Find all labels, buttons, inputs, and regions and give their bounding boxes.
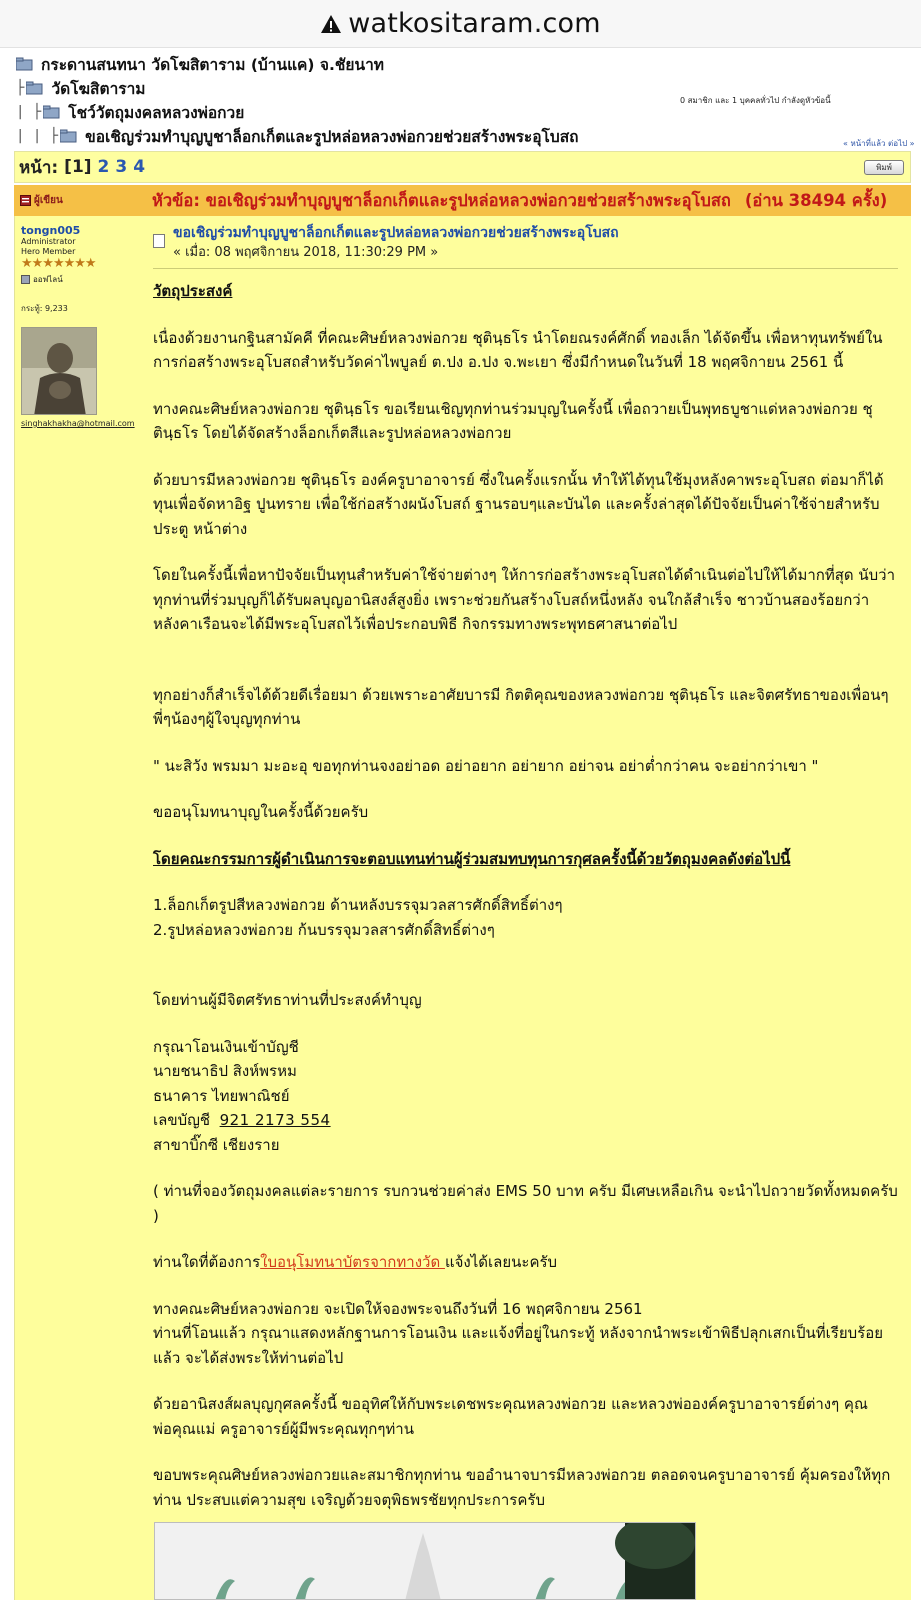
breadcrumb-item-board[interactable] bbox=[16, 52, 384, 76]
print-button-label: พิมพ์ bbox=[876, 163, 892, 172]
post-paragraph: ขออนุโมทนาบุญในครั้งนี้ด้วยครับ bbox=[153, 803, 369, 821]
poster-email[interactable]: singhakhakha@hotmail.com bbox=[21, 419, 135, 428]
page-link-3[interactable]: 3 bbox=[115, 157, 128, 177]
poster-rank: Hero Member bbox=[21, 247, 76, 256]
reward-item: 1.ล็อกเก็ตรูปสีหลวงพ่อกวย ด้านหลังบรรจุมวลสารศักดิ์สิทธิ์ต่างๆ bbox=[153, 896, 563, 914]
breadcrumb-label-amulets[interactable]: โชว์วัตถุมงคลหลวงพ่อกวย bbox=[68, 103, 245, 122]
bank-line: นายชนาธิป สิงห์พรหม bbox=[153, 1062, 297, 1080]
post-subject[interactable]: ขอเชิญร่วมทำบุญบูชาล็อกเก็ตและรูปหล่อหลวงพ่อกวยช่วยสร้างพระอุโบสถ bbox=[173, 225, 619, 241]
breadcrumb-item-wat[interactable] bbox=[16, 76, 146, 100]
post-paragraph: โดยท่านผู้มีจิตศรัทธาท่านที่ประสงค์ทำบุญ bbox=[153, 991, 422, 1009]
rank-stars: ★★★★★★★ bbox=[21, 256, 96, 271]
folder-icon bbox=[60, 129, 78, 143]
avatar bbox=[21, 327, 97, 415]
post-date: « เมื่อ: 08 พฤศจิกายน 2018, 11:30:29 PM » bbox=[173, 245, 439, 260]
author-icon bbox=[20, 195, 31, 206]
status-icon bbox=[21, 275, 30, 284]
page-current: [1] bbox=[64, 157, 92, 177]
post-content bbox=[153, 224, 898, 1512]
folder-icon bbox=[26, 81, 44, 95]
post-paragraph: ด้วยบารมีหลวงพ่อกวย ชุตินฺธโร องค์ครูบาอาจารย์ ซึ่งในครั้งแรกนั้น ทำให้ได้ทุนใช้มุงหลังคาพระอุโบสถ ต่อมาก็ได้ทุนเพื่อจัดหาอิฐ ปูนทราย เพื่อใช้ก่อสร้างผนังโบสถ์ ฐานรอบๆและบันได และครั้งล่าสุดได้ปัจจัยเป็นค่าใช้จ่ายสำหรับประตู หน้าต่าง bbox=[153, 470, 884, 538]
post-paragraph: ทางคณะศิษย์หลวงพ่อกวย ชุตินฺธโร ขอเรียนเชิญทุกท่านร่วมบุญในครั้งนี้ เพื่อถวายเป็นพุทธบูชาแด่หลวงพ่อกวย ชุตินฺธโร โดยได้จัดสร้างล็อกเก็ตสีและรูปหล่อหลวงพ่อกวย bbox=[153, 399, 873, 442]
pagination-bar bbox=[14, 151, 911, 183]
pagination-label: หน้า: bbox=[19, 157, 59, 178]
breadcrumb-item-amulets[interactable] bbox=[16, 100, 244, 124]
poster-role: Administrator bbox=[21, 237, 76, 246]
poster-info bbox=[21, 224, 151, 428]
bank-line: ธนาคาร ไทยพาณิชย์ bbox=[153, 1086, 290, 1105]
post-paragraph: ทุกอย่างก็สำเร็จได้ด้วยดีเรื่อยมา ด้วยเพราะอาศัยบารมี กิตติคุณของหลวงพ่อกวย ชุตินฺธโร และจิตศรัทธาของเพื่อนๆ พี่ๆน้องๆผู้ใจบุญทุกท่าน bbox=[153, 685, 889, 728]
post-paragraph: เนื่องด้วยงานกฐินสามัคคี ที่คณะศิษย์หลวงพ่อกวย ชุตินฺธโร นำโดยณรงค์ศักดิ์ ทองเล็ก ได้จัดขึ้น เพื่อหาทุนทรัพย์ในการก่อสร้างพระอุโบสถสำหรับวัดค่าไพบูลย์ ต.ปง อ.ปง จ.พะเยา ซึ่งมีกำหนดในวันที่ 18 พฤศจิกายน 2561 นี้ bbox=[153, 328, 883, 371]
post-body bbox=[153, 279, 898, 1512]
breadcrumb-item-topic[interactable] bbox=[16, 124, 579, 148]
page-link-2[interactable]: 2 bbox=[97, 157, 110, 177]
post-paragraph: " นะสิวัง พรมมา มะอะอุ ขอทุกท่านจงอย่าอด อย่าอยาก อย่ายาก อย่าจน อย่าต่ำกว่าคน จะอย่ากว่าเขา " bbox=[153, 756, 819, 775]
poster-post-count: กระทู้: 9,233 bbox=[21, 304, 68, 313]
bank-line: กรุณาโอนเงินเข้าบัญชี bbox=[153, 1037, 299, 1056]
post-divider bbox=[153, 268, 898, 269]
folder-icon bbox=[43, 105, 61, 119]
post-paragraph: ท่านที่โอนแล้ว กรุณาแสดงหลักฐานการโอนเงิน และแจ้งที่อยู่ในกระทู้ หลังจากนำพระเข้าพิธีปลุกเสกเป็นที่เรียบร้อยแล้ว จะได้ส่งพระให้ท่านต่อไป bbox=[153, 1324, 883, 1367]
tree-branch: | | ├ bbox=[16, 128, 59, 144]
breadcrumb-label-topic[interactable]: ขอเชิญร่วมทำบุญบูชาล็อกเก็ตและรูปหล่อหลวงพ่อกวยช่วยสร้างพระอุโบสถ bbox=[85, 127, 579, 146]
bank-account-label: เลขบัญชี bbox=[153, 1111, 220, 1129]
document-icon bbox=[153, 234, 165, 248]
topic-read-count: (อ่าน 38494 ครั้ง) bbox=[744, 190, 888, 210]
tree-branch: ├ bbox=[16, 80, 25, 96]
online-viewers: 0 สมาชิก และ 1 บุคคลทั่วไป กำลังดูหัวข้อนี้ bbox=[680, 96, 831, 105]
post-paragraph: ด้วยอานิสงส์ผลบุญกุศลครั้งนี้ ขออุทิศให้กับพระเดชพระคุณหลวงพ่อกวย และหลวงพ่อองค์ครูบาอาจารย์ต่างๆ คุณพ่อคุณแม่ ครูอาจารย์ผู้มีพระคุณทุกๆท่าน bbox=[153, 1395, 868, 1438]
author-column-label: ผู้เขียน bbox=[34, 195, 63, 206]
certificate-post: แจ้งได้เลยนะครับ bbox=[444, 1253, 558, 1271]
prev-next-link[interactable]: « หน้าที่แล้ว ต่อไป » bbox=[843, 139, 915, 148]
author-column-header bbox=[20, 185, 63, 216]
poster-username[interactable]: tongn005 bbox=[21, 224, 81, 237]
topic-title bbox=[152, 185, 887, 216]
certificate-pre: ท่านใดที่ต้องการ bbox=[153, 1253, 261, 1271]
post-reward-heading: โดยคณะกรรมการผู้ดำเนินการจะตอบแทนท่านผู้ร่วมสมทบทุนการกุศลครั้งนี้ด้วยวัตถุมงคลดังต่อไปนี้ bbox=[153, 849, 791, 868]
breadcrumb-label-wat[interactable]: วัดโฆสิตาราม bbox=[51, 79, 146, 98]
post-paragraph: โดยในครั้งนี้เพื่อหาปัจจัยเป็นทุนสำหรับค่าใช้จ่ายต่างๆ ให้การก่อสร้างพระอุโบสถได้ดำเนินต่อไปให้ได้มากที่สุด นับว่าทุกท่านที่ร่วมบุญก็ได้รับผลบุญอานิสงส์สูงยิ่ง เพราะช่วยกันสร้างโบสถ์หนึ่งหลัง จนใกล้สำเร็จ ชาวบ้านสองร้อยกว่าหลังคาเรือนจะได้มีพระอุโบสถไว้เพื่อประกอบพิธี กิจกรรมทางพระพุทธศาสนาต่อไป bbox=[153, 566, 896, 633]
reward-item: 2.รูปหล่อหลวงพ่อกวย ก้นบรรจุมวลสารศักดิ์สิทธิ์ต่างๆ bbox=[153, 920, 495, 939]
bank-account-line bbox=[153, 1108, 898, 1133]
breadcrumb-label-board[interactable]: กระดานสนทนา วัดโฆสิตาราม (บ้านแค) จ.ชัยนาท bbox=[41, 55, 384, 74]
page-link-4[interactable]: 4 bbox=[133, 157, 146, 177]
post-image bbox=[154, 1522, 696, 1600]
bank-account-number: 921 2173 554 bbox=[219, 1111, 331, 1129]
post-paragraph: ทางคณะศิษย์หลวงพ่อกวย จะเปิดให้จองพระจนถึงวันที่ 16 พฤศจิกายน 2561 bbox=[153, 1299, 643, 1318]
post-paragraph: ( ท่านที่จองวัตถุมงคลแต่ละรายการ รบกวนช่วยค่าส่ง EMS 50 บาท ครับ มีเศษเหลือเกิน จะนำไปถวายวัดทั้งหมดครับ ) bbox=[153, 1182, 898, 1225]
poster-online-status bbox=[21, 273, 151, 286]
post-container bbox=[14, 216, 911, 1600]
browser-domain: watkositaram.com bbox=[348, 8, 601, 39]
certificate-link[interactable]: ใบอนุโมทนาบัตรจากทางวัด bbox=[260, 1253, 445, 1271]
tree-branch: | ├ bbox=[16, 104, 42, 120]
poster-status-text: ออฟไลน์ bbox=[33, 275, 63, 284]
print-button[interactable] bbox=[864, 160, 904, 175]
warning-icon bbox=[320, 13, 342, 35]
post-paragraph: ขอบพระคุณศิษย์หลวงพ่อกวยและสมาชิกทุกท่าน ขออำนาจบารมีหลวงพ่อกวย ตลอดจนครูบาอาจารย์ คุ้มครองให้ทุกท่าน ประสบแต่ความสุข เจริญด้วยจตุพิธพรชัยทุกประการครับ bbox=[153, 1466, 891, 1509]
browser-address-bar[interactable] bbox=[0, 0, 921, 48]
topic-title-text: หัวข้อ: ขอเชิญร่วมทำบุญบูชาล็อกเก็ตและรูปหล่อหลวงพ่อกวยช่วยสร้างพระอุโบสถ bbox=[152, 190, 731, 210]
post-header bbox=[153, 224, 898, 262]
bank-line: สาขาบิ๊กซี เชียงราย bbox=[153, 1135, 280, 1154]
certificate-line bbox=[153, 1250, 898, 1275]
folder-icon bbox=[16, 57, 34, 71]
post-heading: วัตถุประสงค์ bbox=[153, 282, 233, 300]
topic-header-bar bbox=[14, 185, 911, 216]
